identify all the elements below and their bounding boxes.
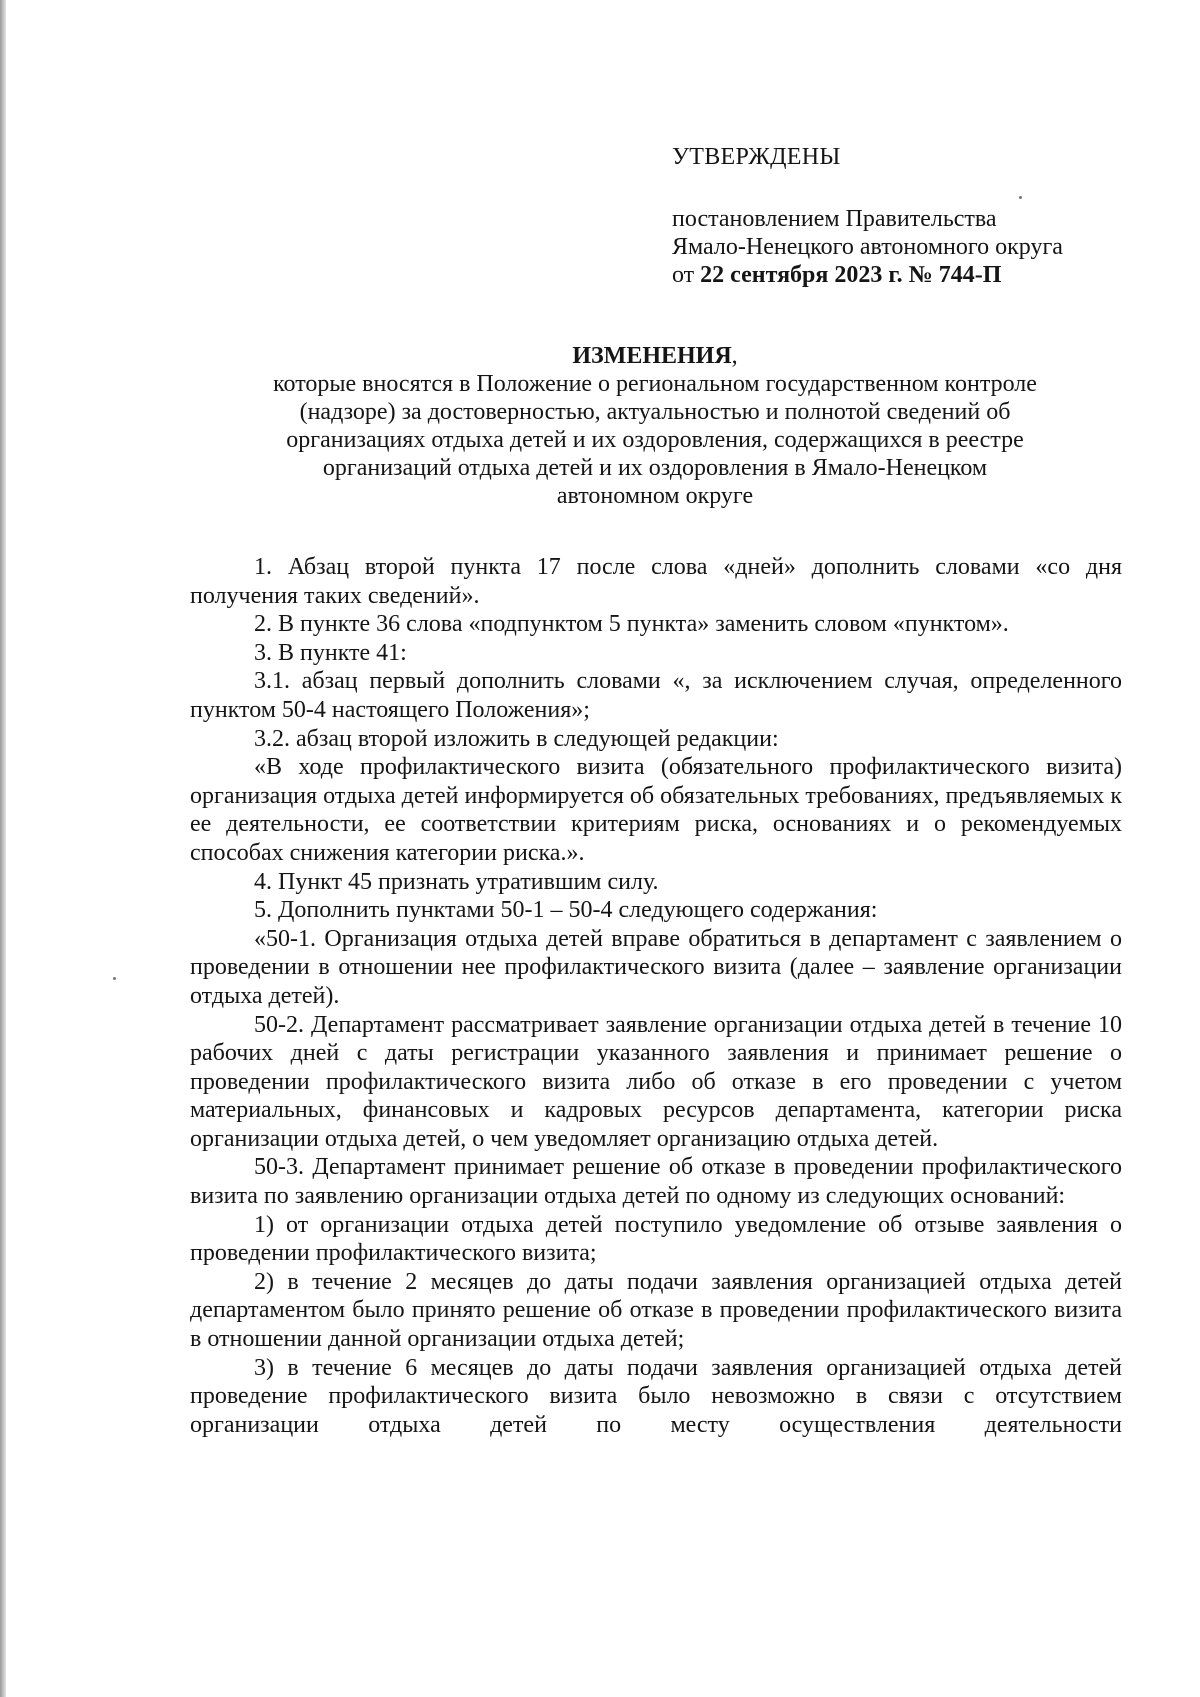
approval-heading: УТВЕРЖДЕНЫ (672, 144, 841, 170)
paragraph: 3. В пункте 41: (254, 639, 407, 666)
document-body (190, 553, 1122, 1439)
scan-speck (113, 977, 116, 980)
paragraph: 1. Абзац второй пункта 17 после слова «дней» дополнить словами «со дня получения таких сведений». (190, 554, 1122, 609)
paragraph: 2. В пункте 36 слова «подпунктом 5 пункта» заменить словом «пунктом». (254, 611, 1009, 638)
document-subtitle-line: которые вносятся в Положение о региональном государственном контроле (273, 371, 1037, 397)
approval-block (672, 143, 1142, 289)
paragraph: 4. Пункт 45 признать утратившим силу. (254, 868, 659, 895)
paragraph: 3) в течение 6 месяцев до даты подачи заявления организацией отдыха детей проведение профилактического визита было невозможно в связи с отсутствием организации отдыха детей по месту осуществления деятельности (190, 1354, 1122, 1438)
document-subtitle-line: организаций отдыха детей и их оздоровления в Ямало-Ненецком (322, 455, 988, 481)
paragraph: 2) в течение 2 месяцев до даты подачи заявления организацией отдыха детей департаментом было принято решение об отказе в проведении профилактического визита в отношении данной организации отдыха детей; (190, 1268, 1122, 1353)
document-title-comma: , (731, 343, 738, 369)
paragraph: 50-3. Департамент принимает решение об отказе в проведении профилактического визита по заявлению организации отдыха детей по одному из следующих оснований: (190, 1154, 1122, 1210)
document-subtitle-line: (надзоре) за достоверностью, актуальностью и полнотой сведений об (299, 399, 1011, 425)
approval-date-line (672, 261, 1142, 289)
paragraph: «В ходе профилактического визита (обязательного профилактического визита) организация отдыха детей информируется об обязательных требованиях, предъявляемых к ее деятельности, ее соответствии критериям риска, основаниях и о рекомендуемых способах снижения категории риска.». (190, 754, 1122, 866)
approval-date-prefix: от (672, 262, 695, 288)
paragraph: 3.1. абзац первый дополнить словами «, за исключением случая, определенного пунктом 50-4 настоящего Положения»; (190, 668, 1122, 723)
paragraph: 5. Дополнить пунктами 50-1 – 50-4 следующего содержания: (254, 897, 878, 924)
document-subtitle-line: автономном округе (556, 483, 754, 509)
paragraph: 1) от организации отдыха детей поступило уведомление об отзыве заявления о проведении профилактического визита; (190, 1211, 1122, 1267)
document-heading (190, 342, 1120, 510)
approval-line-1: постановлением Правительства (672, 206, 997, 232)
paragraph: 3.2. абзац второй изложить в следующей редакции: (254, 725, 779, 752)
paragraph: 50-2. Департамент рассматривает заявление организации отдыха детей в течение 10 рабочих дней с даты регистрации указанного заявления и принимает решение о проведении профилактического визита либо об отказе в его проведении с учетом материальных, финансовых и кадровых ресурсов департамента, категории риска организации отдыха детей, о чем уведомляет организацию отдыха детей. (190, 1011, 1122, 1152)
approval-date-value: 22 сентября 2023 г. № 744-П (700, 262, 1002, 288)
scan-left-edge (0, 0, 6, 1697)
approval-line-2: Ямало-Ненецкого автономного округа (672, 234, 1063, 260)
document-subtitle-line: организациях отдыха детей и их оздоровления, содержащихся в реестре (286, 427, 1024, 453)
paragraph: «50-1. Организация отдыха детей вправе обратиться в департамент с заявлением о проведении в отношении нее профилактического визита (далее – заявление организации отдыха детей). (190, 925, 1122, 1009)
document-title (190, 342, 1120, 370)
document-title-text: ИЗМЕНЕНИЯ (572, 343, 732, 369)
